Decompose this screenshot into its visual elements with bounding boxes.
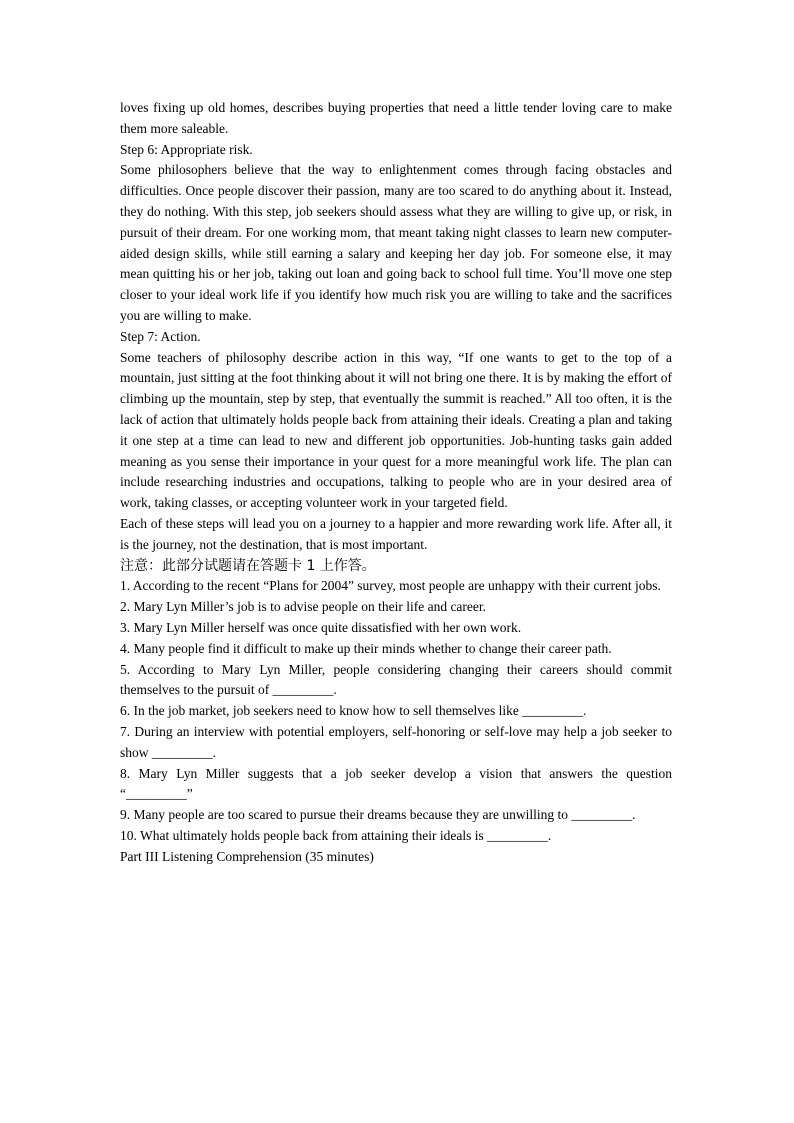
question-4: 4. Many people find it difficult to make up their minds whether to change their career path. (120, 640, 612, 656)
question-3: 3. Mary Lyn Miller herself was once quite dissatisfied with her own work. (120, 619, 522, 635)
paragraph-step-7: Some teachers of philosophy describe action in this way, “If one wants to get to the top of a mountain, just sitting at the foot thinking about it will not bring one there. It is by making the effort of climbing up the mountain, step by step, that eventually the summit is reached.” All too often, it is the lack of action that ultimately holds people back from attaining their ideals. Creating a plan and taking it one step at a time can lead to new and different job opportunities. Job-hunting tasks gain added meaning as you sense their importance in your quest for a more meaningful work life. The plan can include researching industries and occupations, talking to people who are in your desired area of work, taking classes, or accepting volunteer work in your targeted field. (120, 349, 672, 511)
step-7-heading: Step 7: Action. (120, 328, 201, 344)
document-page (120, 98, 672, 867)
question-9: 9. Many people are too scared to pursue their dreams because they are unwilling to _________. (120, 807, 636, 823)
paragraph-continuation: loves fixing up old homes, describes buying properties that need a little tender loving care to make them more saleable. (120, 100, 672, 136)
section-heading-listening: Part III Listening Comprehension (35 minutes) (120, 848, 374, 864)
paragraph-step-6: Some philosophers believe that the way to enlightenment comes through facing obstacles and difficulties. Once people discover their passion, many are too scared to do anything about it. Instead, they do nothing. With this step, job seekers should assess what they are willing to give up, or risk, in pursuit of their dream. For one working mom, that meant taking night classes to learn new computer-aided design skills, while still earning a salary and keeping her day job. For someone else, it may mean quitting his or her job, taking out loan and going back to school full time. You’ll move one step closer to your ideal work life if you identify how much risk you are willing to take and the sacrifices you are willing to make. (120, 162, 672, 323)
paragraph-conclusion: Each of these steps will lead you on a journey to a happier and more rewarding work life. After all, it is the journey, not the destination, that is most important. (120, 515, 672, 552)
answer-sheet-instruction: 注意：此部分试题请在答题卡 1 上作答。 (120, 557, 376, 574)
question-5: 5. According to Mary Lyn Miller, people considering changing their careers should commit themselves to the pursuit of _________. (120, 661, 672, 698)
question-10: 10. What ultimately holds people back from attaining their ideals is _________. (120, 827, 552, 843)
question-2: 2. Mary Lyn Miller’s job is to advise people on their life and career. (120, 599, 487, 615)
question-8: 8. Mary Lyn Miller suggests that a job seeker develop a vision that answers the question “_________” (120, 765, 672, 802)
question-7: 7. During an interview with potential employers, self-honoring or self-love may help a job seeker to show _________. (120, 723, 672, 760)
question-1: 1. According to the recent “Plans for 2004” survey, most people are unhappy with their current jobs. (120, 578, 661, 594)
question-6: 6. In the job market, job seekers need to know how to sell themselves like _________. (120, 703, 587, 719)
step-6-heading: Step 6: Appropriate risk. (120, 141, 253, 157)
